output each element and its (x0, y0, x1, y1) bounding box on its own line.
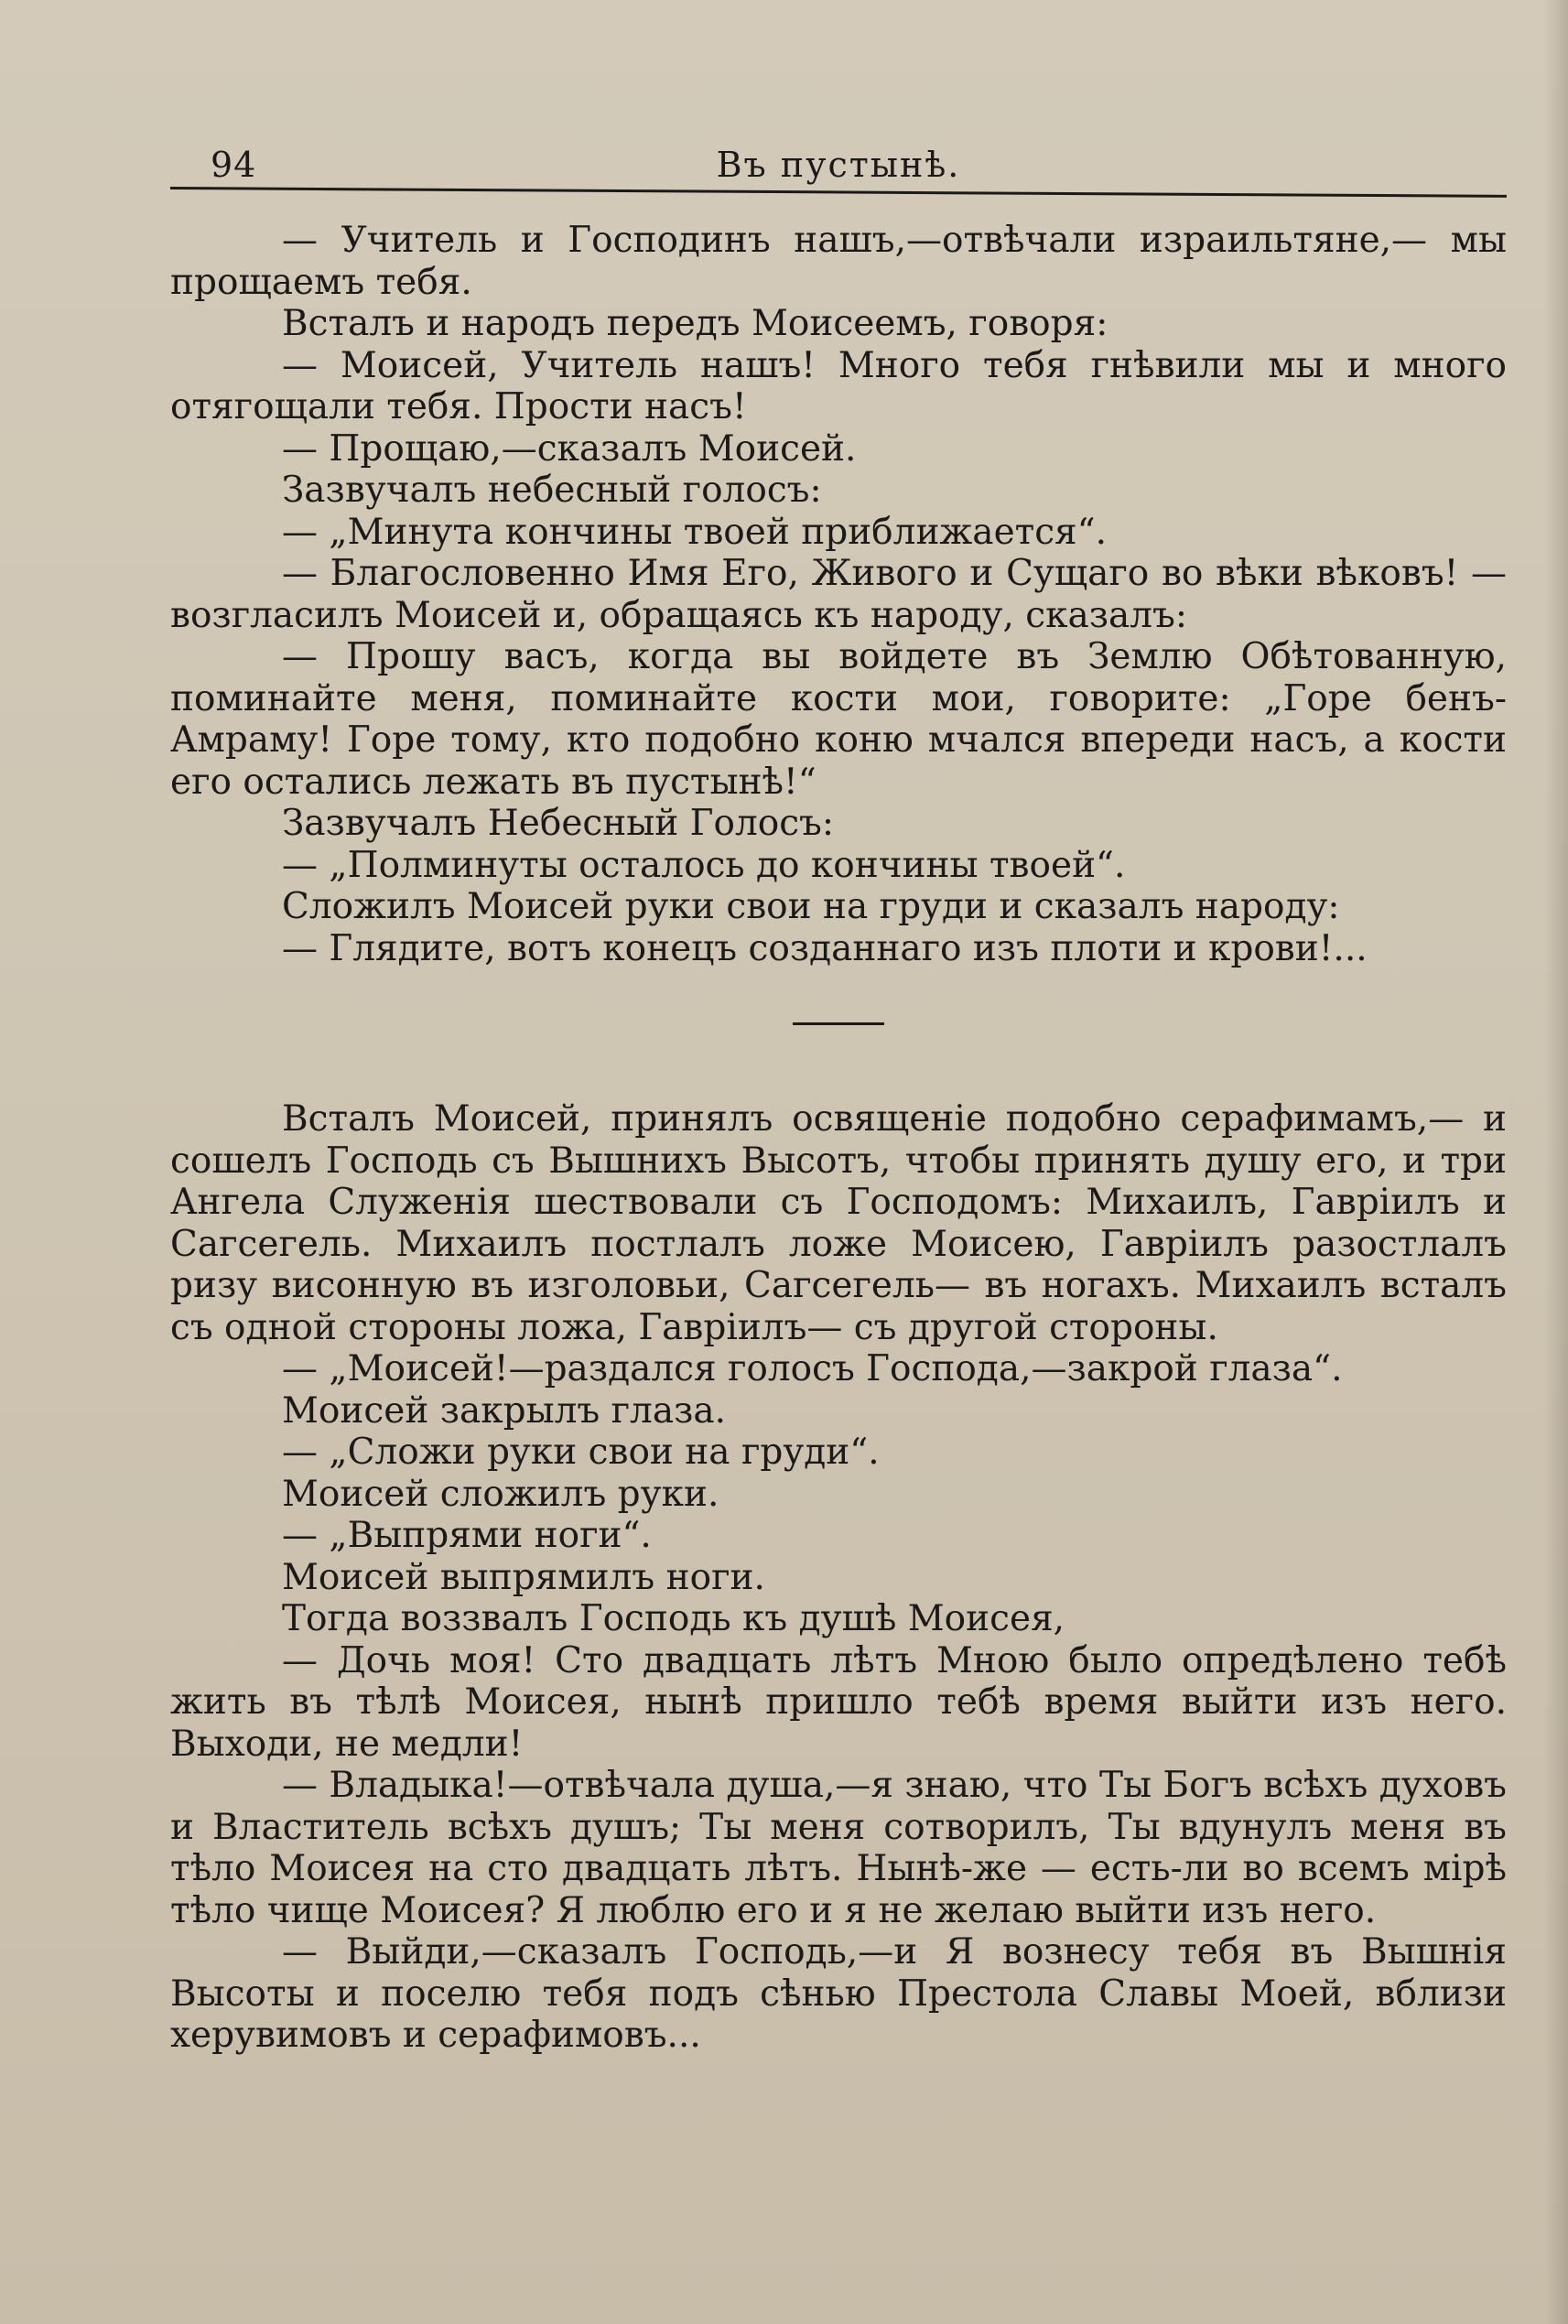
paragraph: Всталъ Моисей, принялъ освященіе подобно серафимамъ,— и сошелъ Господь съ Вышнихъ Высотъ, чтобы принять душу его, и три Ангела Служенія шествовали съ Господомъ: Михаилъ, Гавріилъ и Сагсегель. Михаилъ постлалъ ложе Моисею, Гавріилъ разостлалъ ризу висонную въ изголовьи, Сагсегель— въ ногахъ. Михаилъ всталъ съ одной стороны ложа, Гавріилъ— съ другой стороны. (170, 1098, 1507, 1348)
paragraph: Всталъ и народъ передъ Моисеемъ, говоря: (282, 303, 1108, 344)
paragraph: Сложилъ Моисей руки свои на груди и сказалъ народу: (282, 886, 1340, 927)
paragraph: — „Полминуты осталось до кончины твоей“. (282, 844, 1126, 886)
paragraph: — Дочь моя! Сто двадцать лѣтъ Мною было опредѣлено тебѣ жить въ тѣлѣ Моисея, нынѣ пришло тебѣ время выйти изъ него. Выходи, не медли! (170, 1639, 1507, 1765)
paragraph: — Прошу васъ, когда вы войдете въ Землю Обѣтованную, поминайте меня, поминайте кости мои, говорите: „Горе бенъ-Амраму! Горе тому, кто подобно коню мчался впереди насъ, а кости его остались лежать въ пустынѣ!“ (170, 636, 1507, 803)
paragraph: Тогда воззвалъ Господь къ душѣ Моисея, (282, 1598, 1065, 1639)
page-edge-shadow (1544, 0, 1568, 2324)
paragraph: — Выйди,—сказалъ Господь,—и Я вознесу тебя въ Вышнія Высоты и поселю тебя подъ сѣнью Престола Славы Моей, вблизи херувимовъ и серафимовъ... (170, 1931, 1507, 2056)
page-header (170, 137, 1507, 192)
paragraph: — Благословенно Имя Его, Живого и Сущаго во вѣки вѣковъ! — возгласилъ Моисей и, обращаясь къ народу, сказалъ: (170, 553, 1507, 636)
paragraph: — „Моисей!—раздался голосъ Господа,—закрой глаза“. (282, 1348, 1343, 1389)
paragraph: — Владыка!—отвѣчала душа,—я знаю, что Ты Богъ всѣхъ духовъ и Властитель всѣхъ душъ; Ты меня сотворилъ, Ты вдунулъ меня въ тѣло Моисея на сто двадцать лѣтъ. Нынѣ-же — есть-ли во всемъ мірѣ тѣло чище Моисея? Я люблю его и я не желаю выйти изъ него. (170, 1765, 1507, 1931)
paragraph: Зазвучалъ Небесный Голосъ: (282, 803, 835, 844)
paragraph: — Моисей, Учитель нашъ! Много тебя гнѣвили мы и много отягощали тебя. Прости насъ! (170, 344, 1507, 427)
paragraph: — „Минута кончины твоей приближается“. (282, 511, 1107, 553)
page-body (170, 220, 1507, 2057)
paragraph: — „Выпрями ноги“. (282, 1515, 652, 1556)
paragraph: — „Сложи руки свои на груди“. (282, 1432, 880, 1473)
paragraph: — Прощаю,—сказалъ Моисей. (282, 427, 857, 470)
paragraph: Зазвучалъ небесный голосъ: (282, 470, 822, 511)
paragraph: Моисей выпрямилъ ноги. (282, 1556, 765, 1598)
running-title: Въ пустынѣ. (716, 145, 961, 185)
paragraph: — Глядите, вотъ конецъ созданнаго изъ плоти и крови!... (282, 927, 1368, 969)
paragraph: — Учитель и Господинъ нашъ,—отвѣчали израильтяне,— мы прощаемъ тебя. (170, 220, 1507, 303)
page-number: 94 (211, 145, 257, 185)
paragraph: Моисей сложилъ руки. (282, 1473, 719, 1515)
text-section-2 (170, 1098, 1507, 2057)
text-section-1 (170, 220, 1507, 969)
section-separator (793, 1022, 884, 1025)
paragraph: Моисей закрылъ глаза. (282, 1389, 726, 1432)
